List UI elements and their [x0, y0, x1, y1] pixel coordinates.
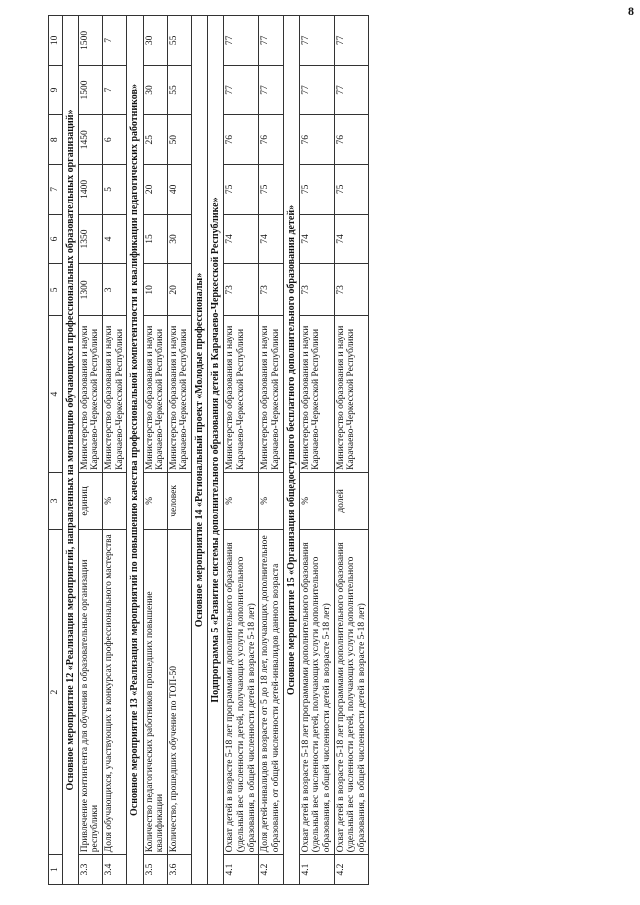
value-cell: 77 [259, 16, 283, 66]
indicator-name: Доля обучающихся, участвующих в конкурсах профессионального мастерства [103, 529, 127, 854]
table-row [103, 16, 127, 885]
row-id: 4.2 [334, 855, 369, 885]
value-cell: 6 [103, 115, 127, 165]
column-number: 1 [49, 855, 63, 885]
value-cell: 75 [299, 165, 334, 215]
unit-cell: % [103, 472, 127, 529]
table-row [334, 16, 369, 885]
responsible-cell: Министерство образования и науки Карачаево-Черкесской Республики [334, 316, 369, 472]
column-number: 5 [49, 264, 63, 316]
section-row [283, 16, 299, 885]
value-cell: 30 [143, 65, 167, 115]
column-number-row [49, 16, 63, 885]
unit-cell: % [224, 472, 259, 529]
value-cell: 7 [103, 16, 127, 66]
indicator-name: Количество, прошедших обучение по ТОП-50 [167, 529, 191, 854]
row-id: 3.6 [167, 855, 191, 885]
section-title: Основное мероприятие 14 «Региональный проект «Молодые профессионалы» [192, 16, 208, 885]
column-number: 3 [49, 472, 63, 529]
section-row [208, 16, 224, 885]
table-row [78, 16, 102, 885]
table-row [167, 16, 191, 885]
value-cell: 77 [299, 16, 334, 66]
column-number: 6 [49, 214, 63, 264]
column-number: 8 [49, 115, 63, 165]
value-cell: 40 [167, 165, 191, 215]
row-id: 4.1 [224, 855, 259, 885]
unit-cell: человек [167, 472, 191, 529]
rotated-table-container [48, 15, 608, 885]
value-cell: 4 [103, 214, 127, 264]
responsible-cell: Министерство образования и науки Карачаево-Черкесской Республики [259, 316, 283, 472]
unit-cell: % [143, 472, 167, 529]
indicator-name: Охват детей в возрасте 5-18 лет программами дополнительного образования (удельный вес численности детей, получающих услуги дополнительного образования, в общей численности детей в возрасте 5-18 лет) [224, 529, 259, 854]
row-id: 3.5 [143, 855, 167, 885]
value-cell: 20 [167, 264, 191, 316]
value-cell: 5 [103, 165, 127, 215]
value-cell: 77 [224, 16, 259, 66]
page-number: 8 [628, 4, 634, 18]
value-cell: 1500 [78, 16, 102, 66]
value-cell: 74 [224, 214, 259, 264]
value-cell: 77 [299, 65, 334, 115]
indicator-name: Охват детей в возрасте 5-18 лет программами дополнительного образования (удельный вес численности детей, получающих услуги дополнительного образования, в общей численности детей в возрасте 5-18 лет) [334, 529, 369, 854]
indicator-name: Количество педагогических работников прошедших повышение квалификации [143, 529, 167, 854]
responsible-cell: Министерство образования и науки Карачаево-Черкесской Республики [299, 316, 334, 472]
responsible-cell: Министерство образования и науки Карачаево-Черкесской Республики [103, 316, 127, 472]
responsible-cell: Министерство образования и науки Карачаево-Черкесской Республики [78, 316, 102, 472]
indicator-name: Привлечение контингента для обучения в образовательные организации республики [78, 529, 102, 854]
value-cell: 30 [143, 16, 167, 66]
value-cell: 15 [143, 214, 167, 264]
responsible-cell: Министерство образования и науки Карачаево-Черкесской Республики [224, 316, 259, 472]
row-id: 3.4 [103, 855, 127, 885]
table-row [224, 16, 259, 885]
table-row [299, 16, 334, 885]
row-id: 3.3 [78, 855, 102, 885]
value-cell: 55 [167, 16, 191, 66]
value-cell: 1300 [78, 264, 102, 316]
section-title: Основное мероприятие 13 «Реализация мероприятий по повышению качества профессиональной компетентности и квалификации педагогических работников» [127, 16, 143, 885]
responsible-cell: Министерство образования и науки Карачаево-Черкесской Республики [143, 316, 167, 472]
section-title: Основное мероприятие 12 «Реализация мероприятий, направленных на мотивацию обучающихся профессиональных образовательных организаций» [62, 16, 78, 885]
value-cell: 77 [224, 65, 259, 115]
section-title: Подпрограмма 5 «Развитие системы дополнительного образования детей в Карачаево-Черкесской Республике» [208, 16, 224, 885]
value-cell: 73 [259, 264, 283, 316]
section-row [192, 16, 208, 885]
unit-cell: единиц [78, 472, 102, 529]
row-id: 4.1 [299, 855, 334, 885]
value-cell: 73 [334, 264, 369, 316]
value-cell: 74 [299, 214, 334, 264]
value-cell: 1450 [78, 115, 102, 165]
section-row [127, 16, 143, 885]
value-cell: 25 [143, 115, 167, 165]
indicators-table [48, 15, 369, 885]
section-title: Основное мероприятие 15 «Организация общедоступного бесплатного дополнительного образования детей» [283, 16, 299, 885]
value-cell: 76 [334, 115, 369, 165]
value-cell: 1350 [78, 214, 102, 264]
value-cell: 73 [224, 264, 259, 316]
value-cell: 75 [259, 165, 283, 215]
value-cell: 76 [224, 115, 259, 165]
indicator-name: Охват детей в возрасте 5-18 лет программами дополнительного образования (удельный вес численности детей, получающих услуги дополнительного образования, в общей численности детей в возрасте 5-18 лет) [299, 529, 334, 854]
column-number: 10 [49, 16, 63, 66]
value-cell: 76 [259, 115, 283, 165]
column-number: 2 [49, 529, 63, 854]
value-cell: 73 [299, 264, 334, 316]
value-cell: 77 [334, 16, 369, 66]
value-cell: 76 [299, 115, 334, 165]
value-cell: 55 [167, 65, 191, 115]
column-number: 4 [49, 316, 63, 472]
value-cell: 3 [103, 264, 127, 316]
value-cell: 30 [167, 214, 191, 264]
value-cell: 10 [143, 264, 167, 316]
table-row [143, 16, 167, 885]
unit-cell: долей [334, 472, 369, 529]
unit-cell: % [259, 472, 283, 529]
value-cell: 20 [143, 165, 167, 215]
value-cell: 50 [167, 115, 191, 165]
value-cell: 75 [224, 165, 259, 215]
column-number: 9 [49, 65, 63, 115]
row-id: 4.2 [259, 855, 283, 885]
column-number: 7 [49, 165, 63, 215]
section-row [62, 16, 78, 885]
value-cell: 74 [259, 214, 283, 264]
value-cell: 74 [334, 214, 369, 264]
table-row [259, 16, 283, 885]
table-body [62, 16, 369, 885]
value-cell: 7 [103, 65, 127, 115]
unit-cell: % [299, 472, 334, 529]
indicator-name: Доля детей-инвалидов в возрасте от 5 до 18 лет, получающих дополнительное образование, от общей численности детей-инвалидов данного возраста [259, 529, 283, 854]
value-cell: 75 [334, 165, 369, 215]
value-cell: 1400 [78, 165, 102, 215]
value-cell: 77 [334, 65, 369, 115]
value-cell: 1500 [78, 65, 102, 115]
responsible-cell: Министерство образования и науки Карачаево-Черкесской Республики [167, 316, 191, 472]
value-cell: 77 [259, 65, 283, 115]
